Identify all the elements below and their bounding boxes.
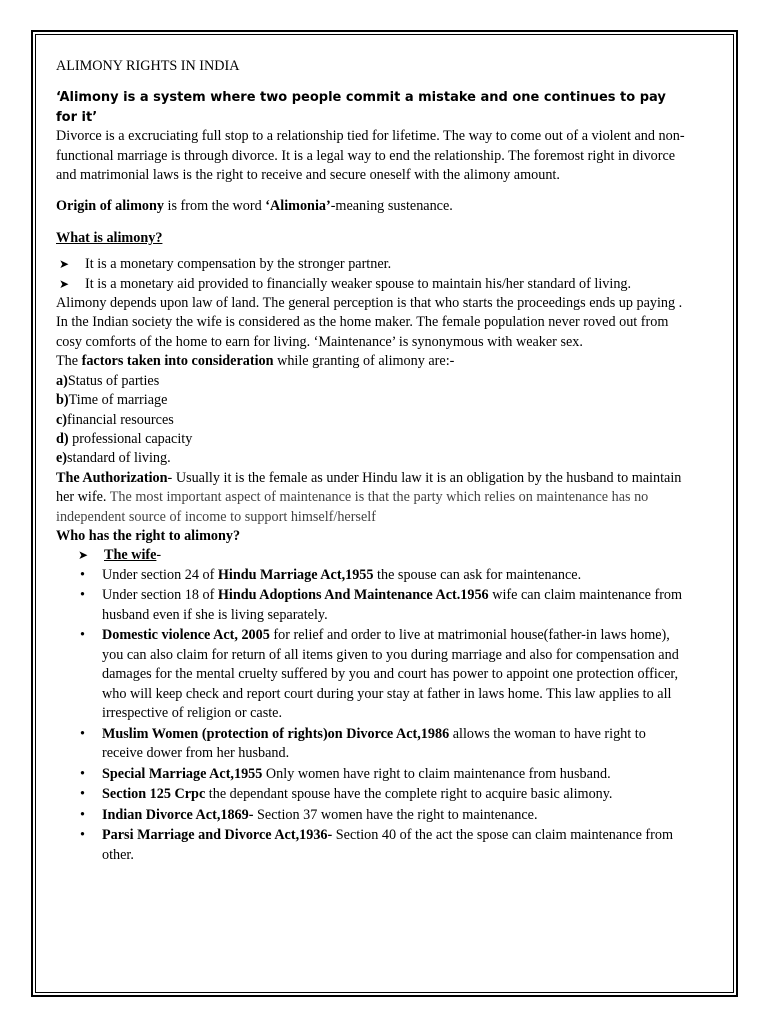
list-item: • Under section 18 of Hindu Adoptions And Maintenance Act.1956 wife can claim maintenance from husband even if she is living separately. xyxy=(80,587,683,623)
authorization-label: The Authorization xyxy=(56,469,168,486)
wife-list xyxy=(56,546,686,565)
arrow-bullet-icon: ➤ xyxy=(59,257,70,272)
list-item: • Section 125 Crpc the dependant spouse have the complete right to acquire basic alimony. xyxy=(78,785,686,804)
what-list xyxy=(56,255,686,294)
quote: ‘Alimony is a system where two people commit a mistake and one continues to pay for it’ xyxy=(56,90,666,125)
origin-word: ‘Alimonia’ xyxy=(265,198,331,215)
factor-item: a)Status of parties xyxy=(56,372,160,389)
bullet-icon: • xyxy=(80,806,85,823)
what-heading: What is alimony? xyxy=(56,229,163,246)
wife-rights-list xyxy=(78,566,686,865)
list-item: • Muslim Women (protection of rights)on Divorce Act,1986 allows the woman to have right to receive dower from her husband. xyxy=(80,725,646,761)
factor-item: b)Time of marriage xyxy=(56,392,168,409)
factor-item: c)financial resources xyxy=(56,411,174,428)
document-body xyxy=(56,57,686,866)
list-item: • Domestic violence Act, 2005 for relief and order to live at matrimonial house(father-in laws home), you can also claim for return of all items given to you during marriage and also for compensation and damages for the mental cruelty suffered by you and court has power to appoint one protection officer, who will keep check and report court during your stay at father in laws home. This law applies to all irrespective of religion or caste. xyxy=(80,627,679,721)
list-item: • Under section 24 of Hindu Marriage Act,1955 the spouse can ask for maintenance. xyxy=(78,566,686,585)
bullet-icon: • xyxy=(80,627,85,644)
factor-item: e)standard of living. xyxy=(56,450,171,467)
arrow-bullet-icon: ➤ xyxy=(59,276,70,291)
bullet-icon: • xyxy=(80,786,85,803)
who-heading: Who has the right to alimony? xyxy=(56,527,241,544)
bullet-icon: • xyxy=(80,725,85,742)
origin-middle: is from the word xyxy=(164,198,266,215)
list-item: • Special Marriage Act,1955 Only women have right to claim maintenance from husband. xyxy=(78,765,686,784)
list-item: ➤ The wife- xyxy=(78,546,686,565)
bullet-icon: • xyxy=(80,765,85,782)
bullet-icon: • xyxy=(80,587,85,604)
factor-item: d) professional capacity xyxy=(56,430,193,447)
bullet-icon: • xyxy=(80,827,85,844)
document-title: ALIMONY RIGHTS IN INDIA xyxy=(56,58,240,74)
factors-intro: The factors taken into consideration while granting of alimony are:- xyxy=(56,353,455,370)
authorization-paragraph: The Authorization- Usually it is the female as under Hindu law it is an obligation by the husband to maintain her wife. The most important aspect of maintenance is that the party which relies on maintenance has no independent source of income to support himself/herself xyxy=(56,469,682,525)
origin-label: Origin of alimony xyxy=(56,198,164,215)
depends-paragraph: Alimony depends upon law of land. The general perception is that who starts the proceedings ends up paying . In the Indian society the wife is considered as the home maker. The female population never roved out from cosy comforts of the home to earn for living. ‘Maintenance’ is synonymous with weaker sex. xyxy=(56,295,683,350)
list-item: ➤ It is a monetary compensation by the stronger partner. xyxy=(59,255,686,274)
list-item: ➤ It is a monetary aid provided to financially weaker spouse to maintain his/her standard of living. xyxy=(59,275,686,294)
origin-paragraph xyxy=(56,197,686,216)
arrow-bullet-icon: ➤ xyxy=(78,548,89,563)
list-item: • Parsi Marriage and Divorce Act,1936- Section 40 of the act the spose can claim maintenance from other. xyxy=(80,827,674,863)
list-item: • Indian Divorce Act,1869- Section 37 women have the right to maintenance. xyxy=(78,806,686,825)
origin-rest: -meaning sustenance. xyxy=(330,198,453,215)
bullet-icon: • xyxy=(80,566,85,583)
intro-paragraph: Divorce is a excruciating full stop to a relationship tied for lifetime. The way to come out of a violent and non-functional marriage is through divorce. It is a legal way to end the relationship. The foremost right in divorce and matrimonial laws is the right to receive and secure oneself with the alimony amount. xyxy=(56,128,685,184)
